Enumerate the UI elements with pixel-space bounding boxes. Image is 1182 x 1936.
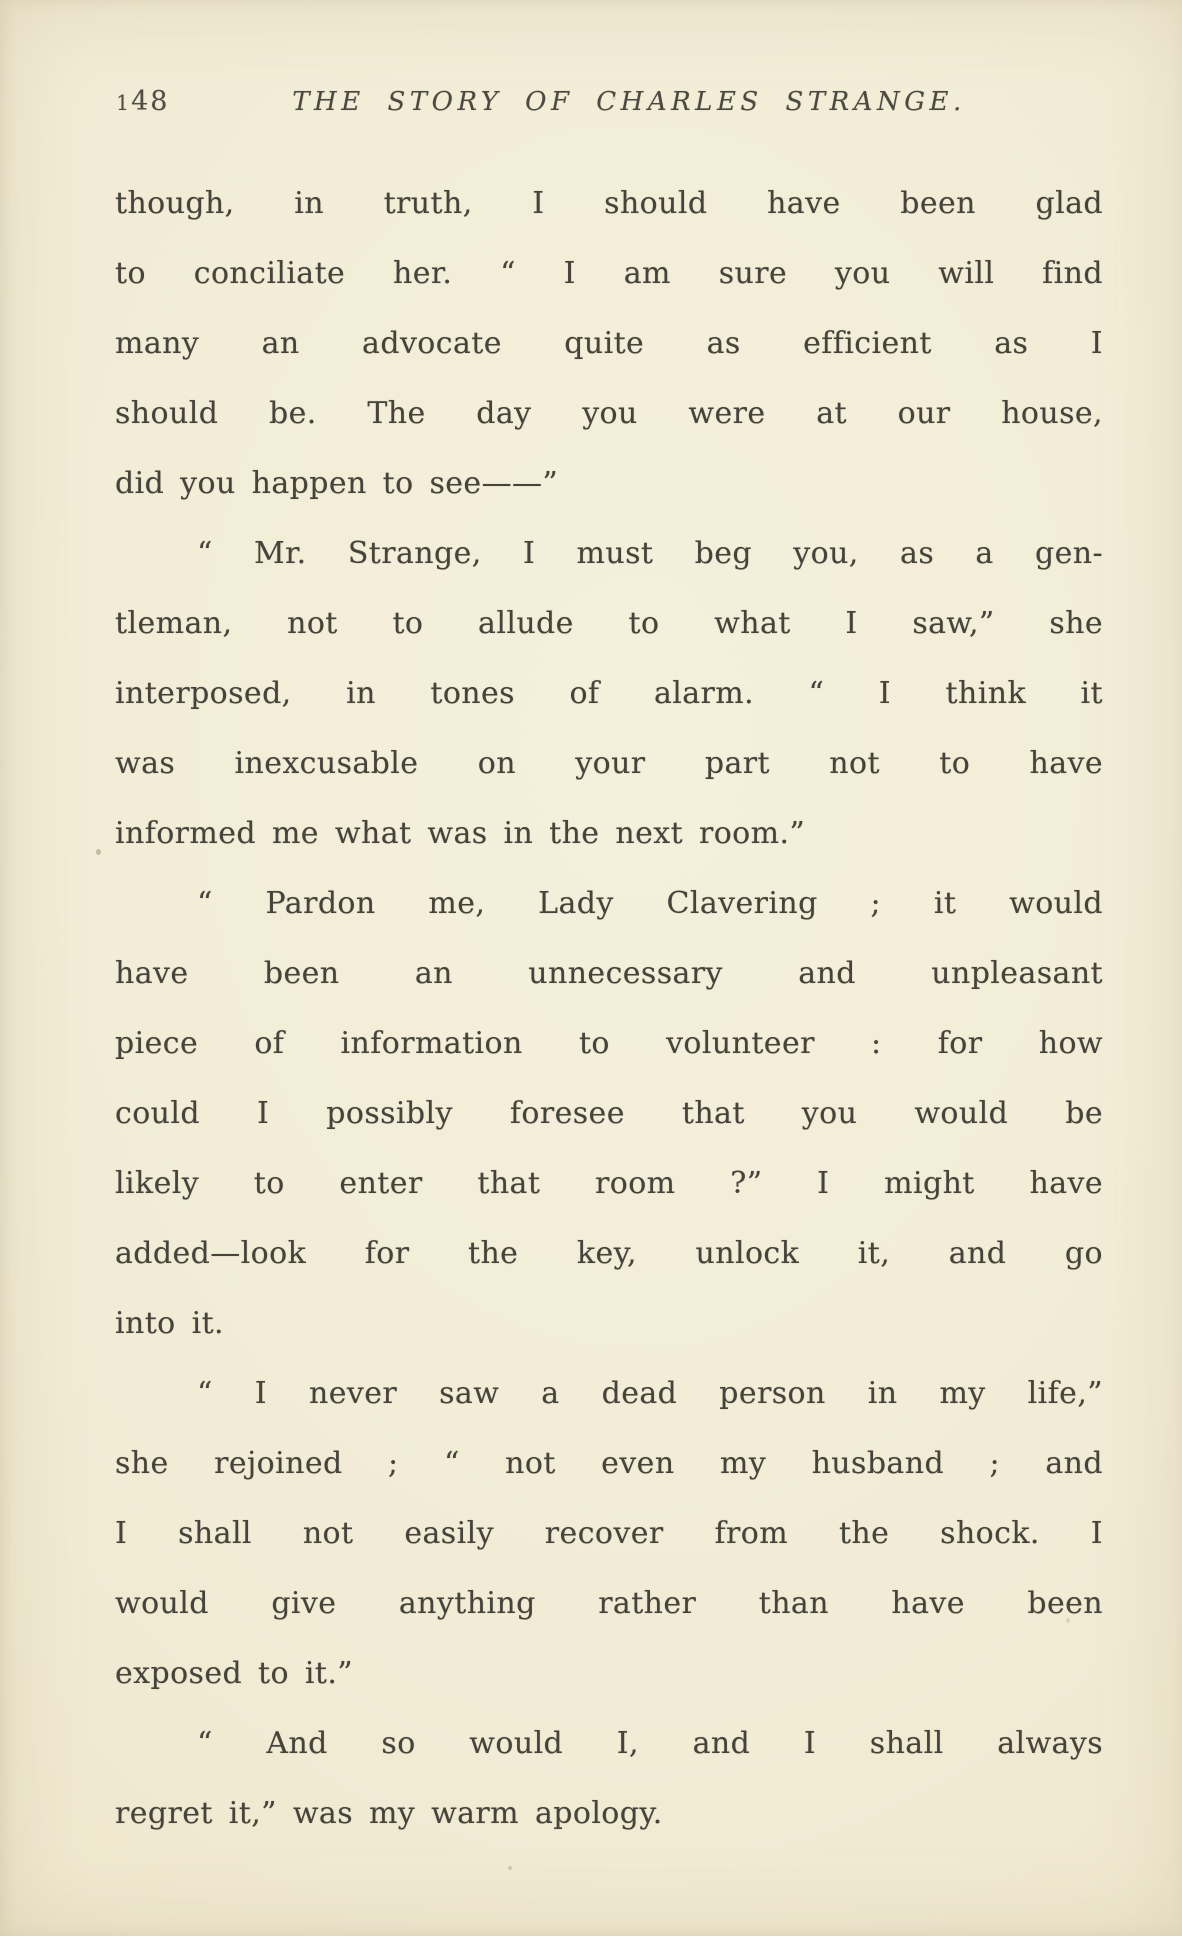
text-line: would give anything rather than have been — [115, 1586, 1103, 1621]
text-line: into it. — [115, 1306, 224, 1341]
text-line: she rejoined ; “ not even my husband ; and — [115, 1446, 1103, 1481]
text-line: many an advocate quite as efficient as I — [115, 326, 1103, 361]
text-line: have been an unnecessary and unpleasant — [115, 956, 1103, 991]
text-line: likely to enter that room ?” I might have — [115, 1166, 1103, 1201]
text-line: “ And so would I, and I shall always — [197, 1726, 1103, 1761]
paper-speck — [508, 1866, 512, 1870]
page-text — [115, 169, 1103, 1849]
text-line: I shall not easily recover from the shock. I — [115, 1516, 1103, 1551]
text-line: informed me what was in the next room.” — [115, 816, 806, 851]
text-line: “ Mr. Strange, I must beg you, as a gen- — [197, 536, 1103, 571]
text-line: should be. The day you were at our house, — [115, 396, 1103, 431]
text-line: to conciliate her. “ I am sure you will find — [115, 256, 1103, 291]
running-head — [0, 78, 1182, 126]
text-line: could I possibly foresee that you would be — [115, 1096, 1103, 1131]
text-line: did you happen to see——” — [115, 466, 559, 501]
text-line: piece of information to volunteer : for how — [115, 1026, 1103, 1061]
text-line: exposed to it.” — [115, 1656, 354, 1691]
text-line: “ I never saw a dead person in my life,” — [197, 1376, 1103, 1411]
text-line: tleman, not to allude to what I saw,” she — [115, 606, 1103, 641]
text-line: though, in truth, I should have been glad — [115, 186, 1103, 221]
text-line: was inexcusable on your part not to have — [115, 746, 1103, 781]
running-title: THE STORY OF CHARLES STRANGE. — [292, 87, 966, 117]
text-line: “ Pardon me, Lady Clavering ; it would — [197, 886, 1103, 921]
paper-speck — [96, 849, 101, 855]
page-number: 148 — [116, 86, 170, 117]
text-line: regret it,” was my warm apology. — [115, 1796, 663, 1831]
text-line: added—look for the key, unlock it, and go — [115, 1236, 1103, 1271]
text-line: interposed, in tones of alarm. “ I think it — [115, 676, 1103, 711]
